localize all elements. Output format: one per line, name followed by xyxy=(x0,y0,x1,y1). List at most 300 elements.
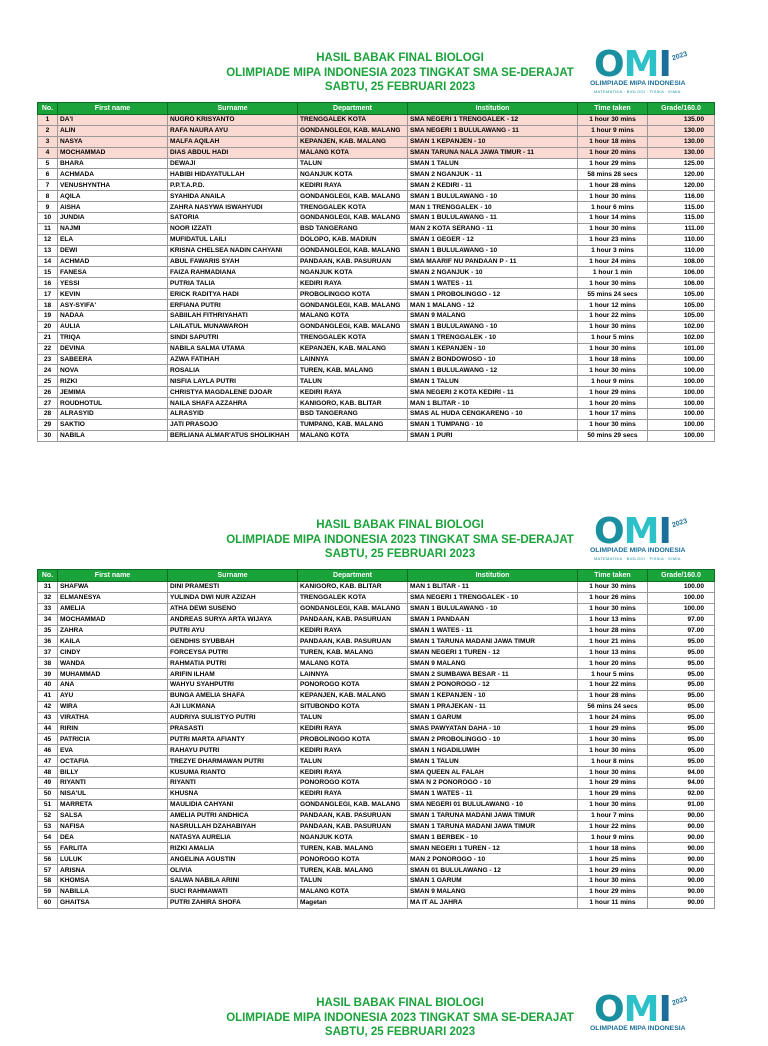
col-grade: 116.00 xyxy=(648,191,715,202)
col-grade: 102.00 xyxy=(648,332,715,343)
col-first-name: TRIQA xyxy=(58,332,168,343)
col-grade: 97.00 xyxy=(648,614,715,625)
header-col-grade: Grade/160.0 xyxy=(648,103,715,115)
col-surname: ANGELINA AGUSTIN xyxy=(168,854,298,865)
col-no: 40 xyxy=(38,680,58,691)
col-department: KEDIRI RAYA xyxy=(298,180,408,191)
col-time-taken: 1 hour 30 mins xyxy=(578,365,648,376)
col-time-taken: 1 hour 30 mins xyxy=(578,191,648,202)
col-institution: SMAN 1 WATES - 11 xyxy=(408,625,578,636)
col-first-name: ALRASYID xyxy=(58,409,168,420)
col-grade: 95.00 xyxy=(648,756,715,767)
col-institution: SMAN 1 TALUN xyxy=(408,756,578,767)
col-institution: SMA N 2 PONOROGO - 10 xyxy=(408,778,578,789)
col-no: 55 xyxy=(38,843,58,854)
col-department: PROBOLINGGO KOTA xyxy=(298,734,408,745)
col-institution: SMAN 1 BULULAWANG - 11 xyxy=(408,213,578,224)
col-first-name: GHAITSA xyxy=(58,897,168,908)
col-institution: SMAN 1 BULULAWANG - 10 xyxy=(408,603,578,614)
col-no: 15 xyxy=(38,267,58,278)
col-time-taken: 1 hour 12 mins xyxy=(578,300,648,311)
col-no: 54 xyxy=(38,832,58,843)
col-institution: SMAN 1 KEPANJEN - 10 xyxy=(408,690,578,701)
title-block xyxy=(140,51,660,95)
col-first-name: NADAA xyxy=(58,311,168,322)
col-institution: SMAN 1 TARUNA MADANI JAWA TIMUR xyxy=(408,636,578,647)
title-line-3: SABTU, 25 FEBRUARI 2023 xyxy=(324,81,476,93)
col-grade: 130.00 xyxy=(648,125,715,136)
table-row xyxy=(38,387,715,398)
col-surname: DINI PRAMESTI xyxy=(168,582,298,593)
logo-year: 2023 xyxy=(671,995,689,1008)
col-institution: SMAN 1 PROBOLINGGO - 12 xyxy=(408,289,578,300)
col-institution: SMAN 1 TARUNA MADANI JAWA TIMUR xyxy=(408,810,578,821)
col-time-taken: 1 hour 28 mins xyxy=(578,625,648,636)
col-no: 52 xyxy=(38,810,58,821)
table-row xyxy=(38,136,715,147)
col-department: LAINNYA xyxy=(298,669,408,680)
col-first-name: KAILA xyxy=(58,636,168,647)
col-department: PONOROGO KOTA xyxy=(298,854,408,865)
header-col-time-taken: Time taken xyxy=(578,103,648,115)
col-grade: 100.00 xyxy=(648,376,715,387)
col-no: 1 xyxy=(38,115,58,126)
table-row xyxy=(38,245,715,256)
col-grade: 95.00 xyxy=(648,723,715,734)
col-no: 20 xyxy=(38,321,58,332)
col-no: 29 xyxy=(38,419,58,430)
col-time-taken: 1 hour 30 mins xyxy=(578,321,648,332)
col-grade: 100.00 xyxy=(648,387,715,398)
col-grade: 110.00 xyxy=(648,234,715,245)
col-time-taken: 1 hour 21 mins xyxy=(578,636,648,647)
col-grade: 95.00 xyxy=(648,680,715,691)
col-surname: MAULIDIA CAHYANI xyxy=(168,799,298,810)
col-department: MALANG KOTA xyxy=(298,311,408,322)
title-line-2: OLIMPIADE MIPA INDONESIA 2023 TINGKAT SMA SE-DERAJAT xyxy=(226,533,574,546)
col-first-name: AYU xyxy=(58,690,168,701)
col-grade: 90.00 xyxy=(648,810,715,821)
col-first-name: SAKTIO xyxy=(58,419,168,430)
col-no: 26 xyxy=(38,387,58,398)
col-time-taken: 1 hour 30 mins xyxy=(578,767,648,778)
col-grade: 90.00 xyxy=(648,832,715,843)
col-no: 27 xyxy=(38,398,58,409)
col-time-taken: 1 hour 26 mins xyxy=(578,592,648,603)
col-institution: SMA NEGERI 1 TRENGGALEK - 12 xyxy=(408,115,578,126)
col-first-name: RIZKI xyxy=(58,376,168,387)
table-row xyxy=(38,821,715,832)
col-grade: 90.00 xyxy=(648,854,715,865)
col-first-name: AULIA xyxy=(58,321,168,332)
col-institution: SMAN 1 BULULAWANG - 12 xyxy=(408,365,578,376)
col-first-name: ELA xyxy=(58,234,168,245)
col-department: TALUN xyxy=(298,158,408,169)
col-department: Magetan xyxy=(298,897,408,908)
table-row xyxy=(38,343,715,354)
col-first-name: VIRATHA xyxy=(58,712,168,723)
col-department: GONDANGLEGI, KAB. MALANG xyxy=(298,300,408,311)
col-institution: SMAN 1 NGADILUWIH xyxy=(408,745,578,756)
col-department: TALUN xyxy=(298,712,408,723)
col-grade: 100.00 xyxy=(648,582,715,593)
col-department: KEDIRI RAYA xyxy=(298,723,408,734)
col-first-name: ALIN xyxy=(58,125,168,136)
col-surname: OLIVIA xyxy=(168,865,298,876)
omi-logo xyxy=(590,512,710,562)
col-department: TALUN xyxy=(298,876,408,887)
table-row xyxy=(38,125,715,136)
col-surname: JATI PRASOJO xyxy=(168,419,298,430)
col-surname: AZWA FATIHAH xyxy=(168,354,298,365)
col-no: 13 xyxy=(38,245,58,256)
col-surname: AUDRIYA SULISTYO PUTRI xyxy=(168,712,298,723)
title-line-3: SABTU, 25 FEBRUARI 2023 xyxy=(324,548,476,560)
col-institution: SMAN 2 KEDIRI - 11 xyxy=(408,180,578,191)
col-no: 22 xyxy=(38,343,58,354)
col-surname: ERICK RADITYA HADI xyxy=(168,289,298,300)
col-first-name: MARRETA xyxy=(58,799,168,810)
col-time-taken: 1 hour 13 mins xyxy=(578,647,648,658)
col-institution: SMAN 1 GARUM xyxy=(408,712,578,723)
col-grade: 95.00 xyxy=(648,690,715,701)
col-surname: NOOR IZZATI xyxy=(168,223,298,234)
logo-year: 2023 xyxy=(671,50,689,63)
col-institution: MAN 2 KOTA SERANG - 11 xyxy=(408,223,578,234)
col-no: 50 xyxy=(38,788,58,799)
col-institution: SMA NEGERI 01 BULULAWANG - 10 xyxy=(408,799,578,810)
table-row xyxy=(38,625,715,636)
col-surname: PRASASTI xyxy=(168,723,298,734)
table-row xyxy=(38,734,715,745)
col-first-name: ZAHRA xyxy=(58,625,168,636)
col-first-name: AMELIA xyxy=(58,603,168,614)
col-department: KEDIRI RAYA xyxy=(298,387,408,398)
col-first-name: NAJMI xyxy=(58,223,168,234)
table-row xyxy=(38,234,715,245)
col-institution: SMAN 1 PURI xyxy=(408,430,578,441)
col-time-taken: 1 hour 18 mins xyxy=(578,843,648,854)
col-first-name: AISHA xyxy=(58,202,168,213)
col-surname: RIZKI AMALIA xyxy=(168,843,298,854)
col-surname: SUCI RAHMAWATI xyxy=(168,886,298,897)
col-no: 35 xyxy=(38,625,58,636)
col-grade: 100.00 xyxy=(648,430,715,441)
col-time-taken: 1 hour 30 mins xyxy=(578,734,648,745)
col-department: PANDAAN, KAB. PASURUAN xyxy=(298,614,408,625)
col-department: MALANG KOTA xyxy=(298,658,408,669)
table-row xyxy=(38,723,715,734)
omi-logo-mark: OMI xyxy=(594,511,671,552)
col-department: TRENGGALEK KOTA xyxy=(298,592,408,603)
col-surname: YULINDA DWI NUR AZIZAH xyxy=(168,592,298,603)
table-row xyxy=(38,767,715,778)
col-time-taken: 56 mins 24 secs xyxy=(578,701,648,712)
col-institution: SMAN 1 KEPANJEN - 10 xyxy=(408,136,578,147)
col-department: MALANG KOTA xyxy=(298,886,408,897)
table-row xyxy=(38,810,715,821)
col-surname: TREZYE DHARMAWAN PUTRI xyxy=(168,756,298,767)
col-grade: 102.00 xyxy=(648,321,715,332)
results-page-1 xyxy=(0,44,768,440)
col-first-name: EVA xyxy=(58,745,168,756)
col-time-taken: 1 hour 29 mins xyxy=(578,886,648,897)
col-grade: 90.00 xyxy=(648,886,715,897)
col-first-name: LULUK xyxy=(58,854,168,865)
col-no: 7 xyxy=(38,180,58,191)
col-first-name: ASY-SYIFA' xyxy=(58,300,168,311)
col-grade: 105.00 xyxy=(648,300,715,311)
col-department: SITUBONDO KOTA xyxy=(298,701,408,712)
col-time-taken: 1 hour 22 mins xyxy=(578,680,648,691)
col-no: 32 xyxy=(38,592,58,603)
page-header xyxy=(0,990,768,1046)
col-grade: 130.00 xyxy=(648,136,715,147)
col-department: TALUN xyxy=(298,756,408,767)
col-first-name: JUNDIA xyxy=(58,213,168,224)
table-row xyxy=(38,376,715,387)
table-row xyxy=(38,158,715,169)
col-department: KEDIRI RAYA xyxy=(298,745,408,756)
col-surname: ATHA DEWI SUSENO xyxy=(168,603,298,614)
results-page-2 xyxy=(0,511,768,907)
col-grade: 115.00 xyxy=(648,213,715,224)
col-institution: MAN 1 TRENGGALEK - 10 xyxy=(408,202,578,213)
col-grade: 100.00 xyxy=(648,365,715,376)
col-no: 48 xyxy=(38,767,58,778)
col-time-taken: 1 hour 6 mins xyxy=(578,202,648,213)
col-time-taken: 1 hour 28 mins xyxy=(578,690,648,701)
col-grade: 130.00 xyxy=(648,147,715,158)
col-grade: 95.00 xyxy=(648,701,715,712)
logo-name: OLIMPIADE MIPA INDONESIA xyxy=(590,1025,686,1032)
col-department: KANIGORO, KAB. BLITAR xyxy=(298,398,408,409)
col-institution: SMAN 1 TRENGGALEK - 10 xyxy=(408,332,578,343)
col-surname: ERFIANA PUTRI xyxy=(168,300,298,311)
col-no: 5 xyxy=(38,158,58,169)
table-row xyxy=(38,690,715,701)
col-time-taken: 1 hour 29 mins xyxy=(578,387,648,398)
col-institution: SMAN 2 BONDOWOSO - 10 xyxy=(408,354,578,365)
col-no: 17 xyxy=(38,289,58,300)
col-surname: KRISNA CHELSEA NADIN CAHYANI xyxy=(168,245,298,256)
col-time-taken: 1 hour 29 mins xyxy=(578,778,648,789)
col-no: 46 xyxy=(38,745,58,756)
col-no: 2 xyxy=(38,125,58,136)
col-surname: NABILA SALMA UTAMA xyxy=(168,343,298,354)
col-institution: MA IT AL JAHRA xyxy=(408,897,578,908)
col-grade: 90.00 xyxy=(648,876,715,887)
col-no: 28 xyxy=(38,409,58,420)
col-surname: ALRASYID xyxy=(168,409,298,420)
col-department: GONDANGLEGI, KAB. MALANG xyxy=(298,603,408,614)
col-no: 25 xyxy=(38,376,58,387)
col-time-taken: 1 hour 1 min xyxy=(578,267,648,278)
col-department: PONOROGO KOTA xyxy=(298,778,408,789)
col-time-taken: 1 hour 30 mins xyxy=(578,603,648,614)
col-surname: RAHAYU PUTRI xyxy=(168,745,298,756)
col-no: 9 xyxy=(38,202,58,213)
table-row xyxy=(38,332,715,343)
col-department: GONDANGLEGI, KAB. MALANG xyxy=(298,321,408,332)
col-time-taken: 1 hour 25 mins xyxy=(578,854,648,865)
table-body xyxy=(38,582,715,909)
col-first-name: DEWI xyxy=(58,245,168,256)
col-institution: MAN 2 PONOROGO - 10 xyxy=(408,854,578,865)
col-surname: PUTRIA TALIA xyxy=(168,278,298,289)
col-first-name: DEVINA xyxy=(58,343,168,354)
col-first-name: WIRA xyxy=(58,701,168,712)
col-first-name: NABILA xyxy=(58,430,168,441)
col-institution: SMAN 1 BERBEK - 10 xyxy=(408,832,578,843)
col-first-name: ACHMAD xyxy=(58,256,168,267)
table-row xyxy=(38,701,715,712)
col-institution: SMAN 1 GEGER - 12 xyxy=(408,234,578,245)
col-institution: SMAN 2 PONOROGO - 12 xyxy=(408,680,578,691)
table-row xyxy=(38,865,715,876)
col-no: 45 xyxy=(38,734,58,745)
header-col-no: No. xyxy=(38,570,58,582)
col-grade: 100.00 xyxy=(648,409,715,420)
col-time-taken: 1 hour 5 mins xyxy=(578,669,648,680)
title-line-1: HASIL BABAK FINAL BIOLOGI xyxy=(316,52,484,64)
col-no: 24 xyxy=(38,365,58,376)
col-department: PANDAAN, KAB. PASURUAN xyxy=(298,256,408,267)
table-row xyxy=(38,419,715,430)
col-grade: 95.00 xyxy=(648,745,715,756)
logo-subtitle: MATEMATIKA · BIOLOGI · FISIKA · KIMIA xyxy=(594,556,681,561)
col-institution: SMAN 1 WATES - 11 xyxy=(408,278,578,289)
col-grade: 100.00 xyxy=(648,419,715,430)
col-grade: 120.00 xyxy=(648,180,715,191)
col-first-name: ARISNA xyxy=(58,865,168,876)
table-row xyxy=(38,256,715,267)
col-no: 39 xyxy=(38,669,58,680)
col-department: KEPANJEN, KAB. MALANG xyxy=(298,690,408,701)
col-no: 11 xyxy=(38,223,58,234)
results-table xyxy=(37,569,715,909)
col-first-name: VENUSHYNTHA xyxy=(58,180,168,191)
col-department: GONDANGLEGI, KAB. MALANG xyxy=(298,125,408,136)
table-row xyxy=(38,289,715,300)
table-body xyxy=(38,115,715,442)
col-surname: MUFIDATUL LAILI xyxy=(168,234,298,245)
col-no: 41 xyxy=(38,690,58,701)
col-surname: PUTRI AYU xyxy=(168,625,298,636)
title-line-2: OLIMPIADE MIPA INDONESIA 2023 TINGKAT SMA SE-DERAJAT xyxy=(226,66,574,79)
results-table xyxy=(37,102,715,442)
title-line-3: SABTU, 25 FEBRUARI 2023 xyxy=(324,1026,476,1038)
col-surname: BERLIANA ALMAR'ATUS SHOLIKHAH xyxy=(168,430,298,441)
col-first-name: PATRICIA xyxy=(58,734,168,745)
col-first-name: ROUDHOTUL xyxy=(58,398,168,409)
col-department: PROBOLINGGO KOTA xyxy=(298,289,408,300)
table-row xyxy=(38,854,715,865)
header-col-department: Department xyxy=(298,103,408,115)
col-institution: SMA NEGERI 2 KOTA KEDIRI - 11 xyxy=(408,387,578,398)
col-no: 16 xyxy=(38,278,58,289)
col-department: KEDIRI RAYA xyxy=(298,767,408,778)
omi-logo xyxy=(590,45,710,95)
col-department: KEPANJEN, KAB. MALANG xyxy=(298,136,408,147)
col-institution: SMAN 1 PRAJEKAN - 11 xyxy=(408,701,578,712)
col-time-taken: 55 mins 24 secs xyxy=(578,289,648,300)
col-surname: LAILATUL MUNAWAROH xyxy=(168,321,298,332)
col-department: PANDAAN, KAB. PASURUAN xyxy=(298,821,408,832)
col-institution: SMAN 1 BULULAWANG - 10 xyxy=(408,321,578,332)
table-row xyxy=(38,582,715,593)
col-no: 18 xyxy=(38,300,58,311)
header-col-grade: Grade/160.0 xyxy=(648,570,715,582)
col-department: TUMPANG, KAB. MALANG xyxy=(298,419,408,430)
table-row xyxy=(38,278,715,289)
col-first-name: SHAFWA xyxy=(58,582,168,593)
col-no: 12 xyxy=(38,234,58,245)
col-no: 4 xyxy=(38,147,58,158)
col-first-name: ANA xyxy=(58,680,168,691)
col-surname: DEWAJI xyxy=(168,158,298,169)
col-institution: SMAN 2 PROBOLINGGO - 10 xyxy=(408,734,578,745)
title-line-1: HASIL BABAK FINAL BIOLOGI xyxy=(316,519,484,531)
table-row xyxy=(38,223,715,234)
header-col-institution: Institution xyxy=(408,570,578,582)
col-time-taken: 1 hour 18 mins xyxy=(578,136,648,147)
logo-name: OLIMPIADE MIPA INDONESIA xyxy=(590,547,686,554)
col-grade: 91.00 xyxy=(648,799,715,810)
col-time-taken: 1 hour 9 mins xyxy=(578,376,648,387)
col-grade: 90.00 xyxy=(648,865,715,876)
col-surname: NASRULLAH DZAHABIYAH xyxy=(168,821,298,832)
col-institution: SMAN 1 PANDAAN xyxy=(408,614,578,625)
col-no: 56 xyxy=(38,854,58,865)
col-no: 42 xyxy=(38,701,58,712)
col-grade: 100.00 xyxy=(648,603,715,614)
table-row xyxy=(38,876,715,887)
col-institution: SMA NEGERI 1 TRENGGALEK - 10 xyxy=(408,592,578,603)
table-row xyxy=(38,745,715,756)
col-department: GONDANGLEGI, KAB. MALANG xyxy=(298,245,408,256)
table-row xyxy=(38,788,715,799)
col-department: NGANJUK KOTA xyxy=(298,832,408,843)
table-row xyxy=(38,365,715,376)
col-institution: SMAN 1 TARUNA MADANI JAWA TIMUR xyxy=(408,821,578,832)
table-row xyxy=(38,202,715,213)
col-department: BSD TANGERANG xyxy=(298,409,408,420)
col-time-taken: 1 hour 30 mins xyxy=(578,799,648,810)
col-institution: SMA NEGERI 1 BULULAWANG - 11 xyxy=(408,125,578,136)
col-first-name: BILLY xyxy=(58,767,168,778)
col-time-taken: 1 hour 9 mins xyxy=(578,125,648,136)
col-no: 34 xyxy=(38,614,58,625)
col-department: PONOROGO KOTA xyxy=(298,680,408,691)
table-row xyxy=(38,897,715,908)
col-time-taken: 1 hour 17 mins xyxy=(578,409,648,420)
table-row xyxy=(38,592,715,603)
col-time-taken: 1 hour 20 mins xyxy=(578,658,648,669)
col-no: 23 xyxy=(38,354,58,365)
header-col-surname: Surname xyxy=(168,570,298,582)
col-no: 49 xyxy=(38,778,58,789)
col-institution: SMA MAARIF NU PANDAAN P - 11 xyxy=(408,256,578,267)
col-department: NGANJUK KOTA xyxy=(298,267,408,278)
col-time-taken: 1 hour 30 mins xyxy=(578,582,648,593)
omi-logo xyxy=(590,990,710,1040)
col-surname: PUTRI ZAHIRA SHOFA xyxy=(168,897,298,908)
table-row xyxy=(38,843,715,854)
col-grade: 100.00 xyxy=(648,354,715,365)
col-time-taken: 1 hour 8 mins xyxy=(578,756,648,767)
table-header-row xyxy=(38,570,715,582)
